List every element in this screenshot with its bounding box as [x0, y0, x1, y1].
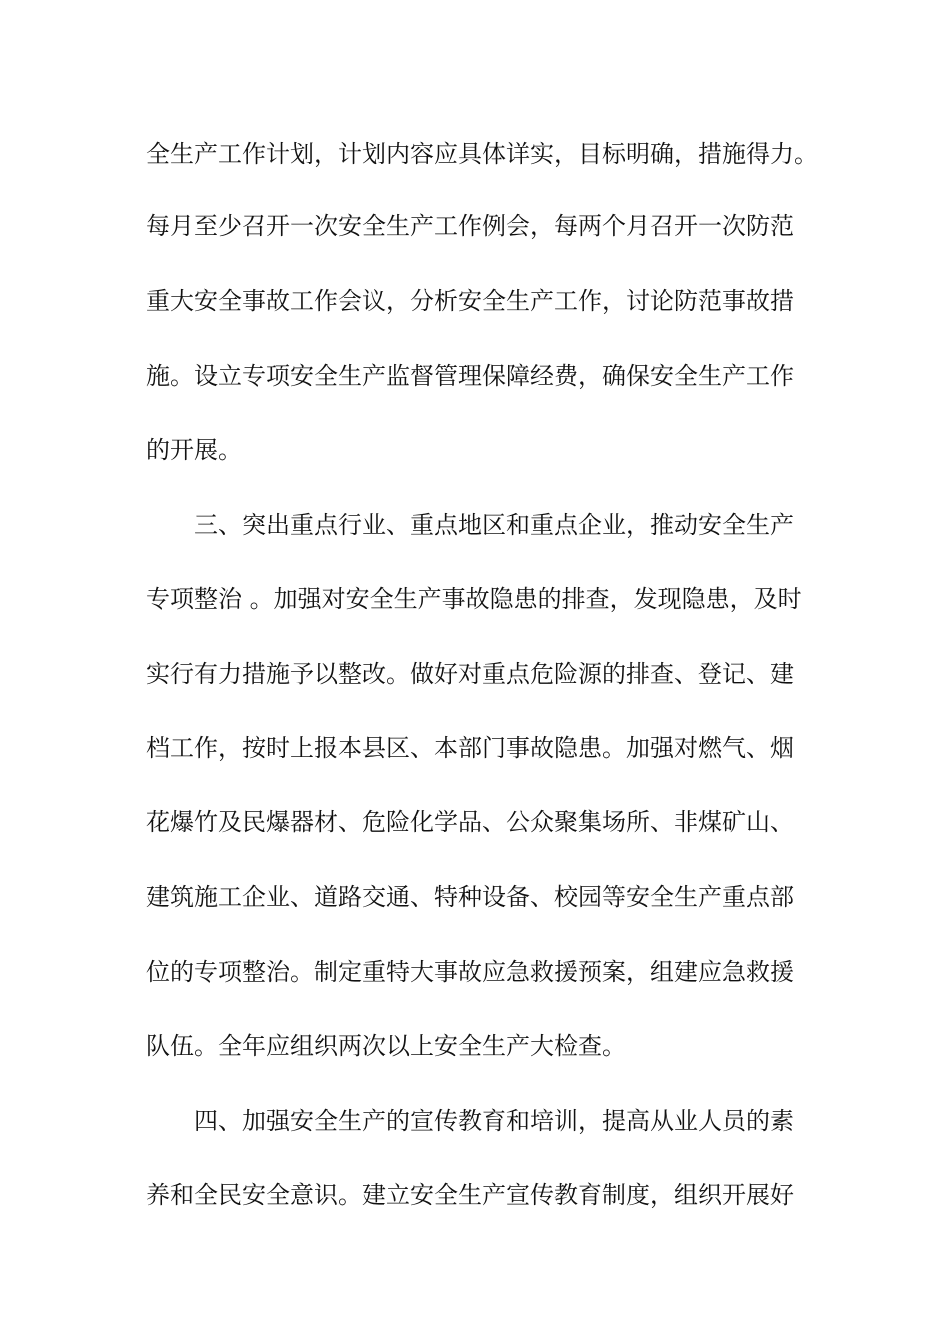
- text-line: 花爆竹及民爆器材、危险化学品、公众聚集场所、非煤矿山、: [146, 808, 794, 836]
- text-line: 队伍。全年应组织两次以上安全生产大检查。: [146, 1032, 626, 1060]
- text-line: 的开展。: [146, 436, 242, 464]
- text-line: 养和全民安全意识。建立安全生产宣传教育制度，组织开展好: [146, 1181, 794, 1209]
- text-line: 重大安全事故工作会议，分析安全生产工作，讨论防范事故措: [146, 287, 794, 315]
- text-line: 每月至少召开一次安全生产工作例会，每两个月召开一次防范: [146, 212, 794, 240]
- text-line: 全生产工作计划，计划内容应具体详实，目标明确，措施得力。: [146, 140, 818, 168]
- text-line: 专项整治 。加强对安全生产事故隐患的排查，发现隐患，及时: [146, 585, 802, 613]
- section-heading-line: 四、加强安全生产的宣传教育和培训，提高从业人员的素: [194, 1107, 794, 1135]
- section-heading-line: 三、突出重点行业、重点地区和重点企业，推动安全生产: [194, 511, 794, 539]
- text-line: 建筑施工企业、道路交通、特种设备、校园等安全生产重点部: [146, 883, 794, 911]
- text-line: 档工作，按时上报本县区、本部门事故隐患。加强对燃气、烟: [146, 734, 794, 762]
- text-line: 位的专项整治。制定重特大事故应急救援预案，组建应急救援: [146, 958, 794, 986]
- text-line: 施。设立专项安全生产监督管理保障经费，确保安全生产工作: [146, 362, 794, 390]
- text-line: 实行有力措施予以整改。做好对重点危险源的排查、登记、建: [146, 660, 794, 688]
